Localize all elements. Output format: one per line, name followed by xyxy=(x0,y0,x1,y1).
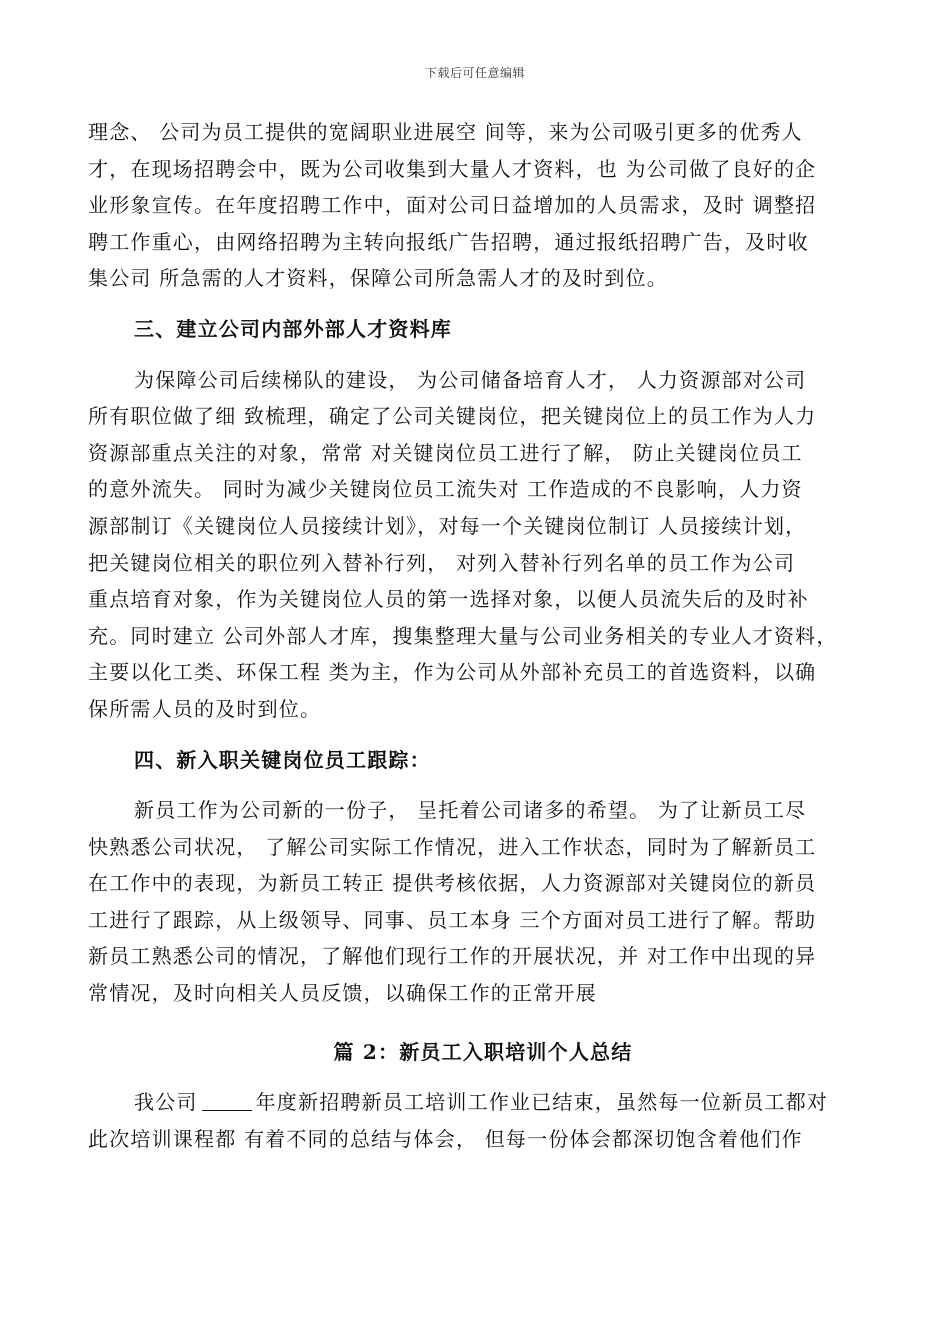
text-line: 资源部重点关注的对象，常常 对关键岗位员工进行了解， 防止关键岗位员工 xyxy=(88,440,803,465)
text-line: 充。同时建立 公司外部人才库，搜集整理大量与公司业务相关的专业人才资料， xyxy=(88,623,838,648)
paragraph-new-hire-tracking xyxy=(88,792,878,1012)
part-title: 篇 2：新员工入职培训个人总结 xyxy=(333,1039,633,1064)
text-line: 源部制订《关键岗位人员接续计划》，对每一个关键岗位制订 人员接续计划， xyxy=(88,513,807,538)
text-line: 为保障公司后续梯队的建设， 为公司储备培育人才， 人力资源部对公司 xyxy=(134,367,807,392)
page-header: 下载后可任意编辑 xyxy=(424,66,525,80)
text-line: 主要以化工类、环保工程 类为主，作为公司从外部补充员工的首选资料，以确 xyxy=(88,660,817,685)
text-line: 常情况，及时向相关人员反馈，以确保工作的正常开展 xyxy=(88,981,597,1006)
text-fragment: 我公司 xyxy=(134,1090,198,1115)
text-line: 集公司 所急需的人才资料，保障公司所急需人才的及时到位。 xyxy=(88,266,668,291)
text-line: 工进行了跟踪，从上级领导、同事、员工本身 三个方面对员工进行了解。帮助 xyxy=(88,907,817,932)
text-line: 所有职位做了细 致梳理，确定了公司关键岗位，把关键岗位上的员工作为人力 xyxy=(88,404,817,429)
document-body xyxy=(88,114,878,1157)
text-line: 把关键岗位相关的职位列入替补行列， 对列入替补行列名单的员工作为公司 xyxy=(88,550,796,575)
paragraph-training-summary xyxy=(88,1084,878,1157)
section-heading-talent-database: 三、建立公司内部外部人才资料库 xyxy=(134,316,452,341)
text-line: 此次培训课程都 有着不同的总结与体会， 但每一份体会都深切饱含着他们作 xyxy=(88,1126,803,1151)
text-line: 重点培育对象，作为关键岗位人员的第一选择对象，以便人员流失后的及时补 xyxy=(88,587,809,612)
text-line: 快熟悉公司状况， 了解公司实际工作情况，进入工作状态，同时为了解新员工 xyxy=(88,834,817,859)
text-line: 才，在现场招聘会中，既为公司收集到大量人才资料，也 为公司做了良好的企 xyxy=(88,156,817,181)
section-heading-new-hire-tracking: 四、新入职关键岗位员工跟踪： xyxy=(134,747,431,772)
text-line: 理念、 公司为员工提供的宽阔职业进展空 间等，来为公司吸引更多的优秀人 xyxy=(88,120,803,144)
text-line xyxy=(88,1084,878,1121)
text-line: 业形象宣传。在年度招聘工作中，面对公司日益增加的人员需求，及时 调整招 xyxy=(88,193,817,218)
paragraph-recruitment xyxy=(88,114,878,297)
paragraph-talent-database xyxy=(88,362,878,728)
text-line: 新员工作为公司新的一份子， 呈托着公司诸多的希望。 为了让新员工尽 xyxy=(134,798,807,823)
text-line: 的意外流失。 同时为减少关键岗位员工流失对 工作造成的不良影响，人力资 xyxy=(88,477,803,502)
text-fragment: 年度新招聘新员工培训工作业已结束，虽然每一位新员工都对 xyxy=(255,1090,829,1115)
fill-in-blank xyxy=(202,1092,252,1111)
text-line: 在工作中的表现，为新员工转正 提供考核依据，人力资源部对关键岗位的新员 xyxy=(88,871,817,896)
text-line: 聘工作重心，由网络招聘为主转向报纸广告招聘，通过报纸招聘广告，及时收 xyxy=(88,229,809,254)
text-line: 新员工熟悉公司的情况，了解他们现行工作的开展状况，并 对工作中出现的异 xyxy=(88,944,817,969)
text-line: 保所需人员的及时到位。 xyxy=(88,696,322,721)
